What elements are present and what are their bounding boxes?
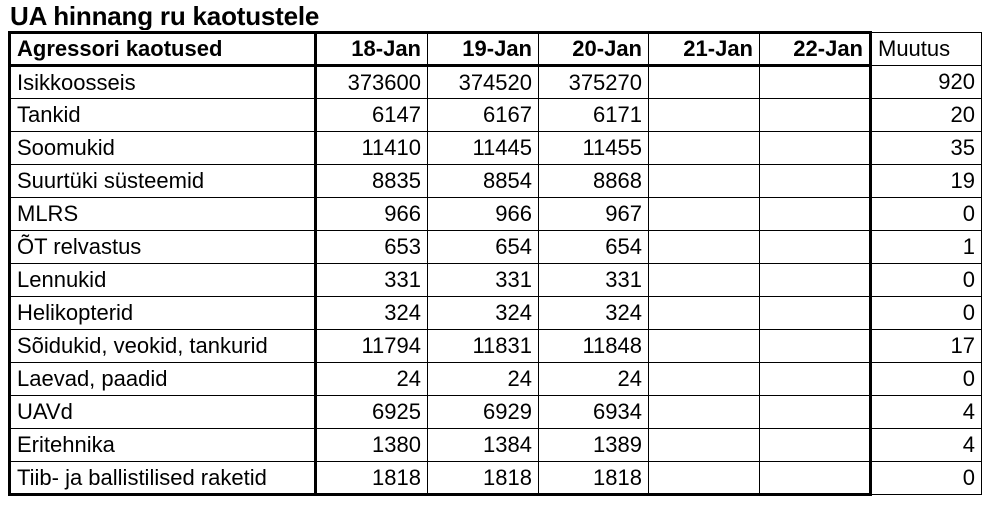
row-value: 1818 [539,462,649,495]
row-value [760,363,871,396]
row-value [760,132,871,165]
row-value: 11848 [539,330,649,363]
table-row [10,363,982,396]
row-value: 374520 [428,66,539,99]
row-value: 6925 [316,396,428,429]
row-label: ÕT relvastus [10,231,316,264]
page-title: UA hinnang ru kaotustele [10,2,320,30]
row-change: 19 [871,165,982,198]
row-value [649,132,760,165]
row-value [760,264,871,297]
row-value: 24 [428,363,539,396]
row-label: Soomukid [10,132,316,165]
row-value: 6167 [428,99,539,132]
row-label: Tankid [10,99,316,132]
row-change: 0 [871,363,982,396]
row-value [649,462,760,495]
row-change: 20 [871,99,982,132]
row-value: 11445 [428,132,539,165]
row-value: 373600 [316,66,428,99]
row-value [649,396,760,429]
table-row [10,66,982,99]
table-row [10,396,982,429]
table-header-row [10,33,982,66]
row-change: 1 [871,231,982,264]
row-change: 920 [871,66,982,99]
row-value [649,429,760,462]
header-date: 22-Jan [760,33,871,66]
row-value: 1380 [316,429,428,462]
row-label: Helikopterid [10,297,316,330]
row-value: 331 [539,264,649,297]
header-label: Agressori kaotused [10,33,316,66]
header-date: 19-Jan [428,33,539,66]
row-value [649,99,760,132]
row-value [649,363,760,396]
header-date: 21-Jan [649,33,760,66]
table-row [10,99,982,132]
row-value: 324 [316,297,428,330]
row-value [649,198,760,231]
table-row [10,462,982,495]
row-change: 17 [871,330,982,363]
row-value: 324 [539,297,649,330]
row-value [649,330,760,363]
table-row [10,165,982,198]
row-value [760,462,871,495]
row-label: Sõidukid, veokid, tankurid [10,330,316,363]
row-value [649,165,760,198]
row-value [760,330,871,363]
row-value: 653 [316,231,428,264]
row-value: 24 [316,363,428,396]
row-label: Lennukid [10,264,316,297]
row-value: 8868 [539,165,649,198]
row-value: 11455 [539,132,649,165]
row-value: 8835 [316,165,428,198]
row-value: 967 [539,198,649,231]
row-label: Tiib- ja ballistilised raketid [10,462,316,495]
row-change: 0 [871,264,982,297]
table-row [10,198,982,231]
row-value: 1389 [539,429,649,462]
table-row [10,429,982,462]
table-row [10,264,982,297]
row-change: 0 [871,462,982,495]
row-value [760,198,871,231]
row-value [760,165,871,198]
table-row [10,297,982,330]
row-value [760,99,871,132]
row-value: 375270 [539,66,649,99]
row-value: 654 [428,231,539,264]
row-value: 11831 [428,330,539,363]
row-value: 24 [539,363,649,396]
row-label: Laevad, paadid [10,363,316,396]
row-value: 1384 [428,429,539,462]
row-value: 11794 [316,330,428,363]
row-value [760,66,871,99]
row-value [649,264,760,297]
table-row [10,132,982,165]
row-change: 0 [871,198,982,231]
row-value: 966 [428,198,539,231]
row-label: Suurtüki süsteemid [10,165,316,198]
row-value: 1818 [316,462,428,495]
row-value [649,297,760,330]
row-change: 4 [871,429,982,462]
row-change: 35 [871,132,982,165]
losses-table [8,31,982,496]
row-value: 331 [316,264,428,297]
row-value: 331 [428,264,539,297]
row-change: 0 [871,297,982,330]
row-value [649,231,760,264]
row-value: 6934 [539,396,649,429]
header-date: 20-Jan [539,33,649,66]
row-value: 1818 [428,462,539,495]
row-label: Eritehnika [10,429,316,462]
row-value [649,66,760,99]
table-body [10,66,982,495]
row-value: 324 [428,297,539,330]
row-value: 6171 [539,99,649,132]
row-label: MLRS [10,198,316,231]
row-value: 11410 [316,132,428,165]
table-row [10,231,982,264]
row-value: 8854 [428,165,539,198]
row-label: Isikkoosseis [10,66,316,99]
row-value [760,429,871,462]
header-change: Muutus [871,33,982,66]
row-value [760,231,871,264]
row-value [760,396,871,429]
row-value: 654 [539,231,649,264]
row-label: UAVd [10,396,316,429]
row-value: 966 [316,198,428,231]
table-row [10,330,982,363]
header-date: 18-Jan [316,33,428,66]
row-value: 6929 [428,396,539,429]
row-value [760,297,871,330]
row-change: 4 [871,396,982,429]
row-value: 6147 [316,99,428,132]
